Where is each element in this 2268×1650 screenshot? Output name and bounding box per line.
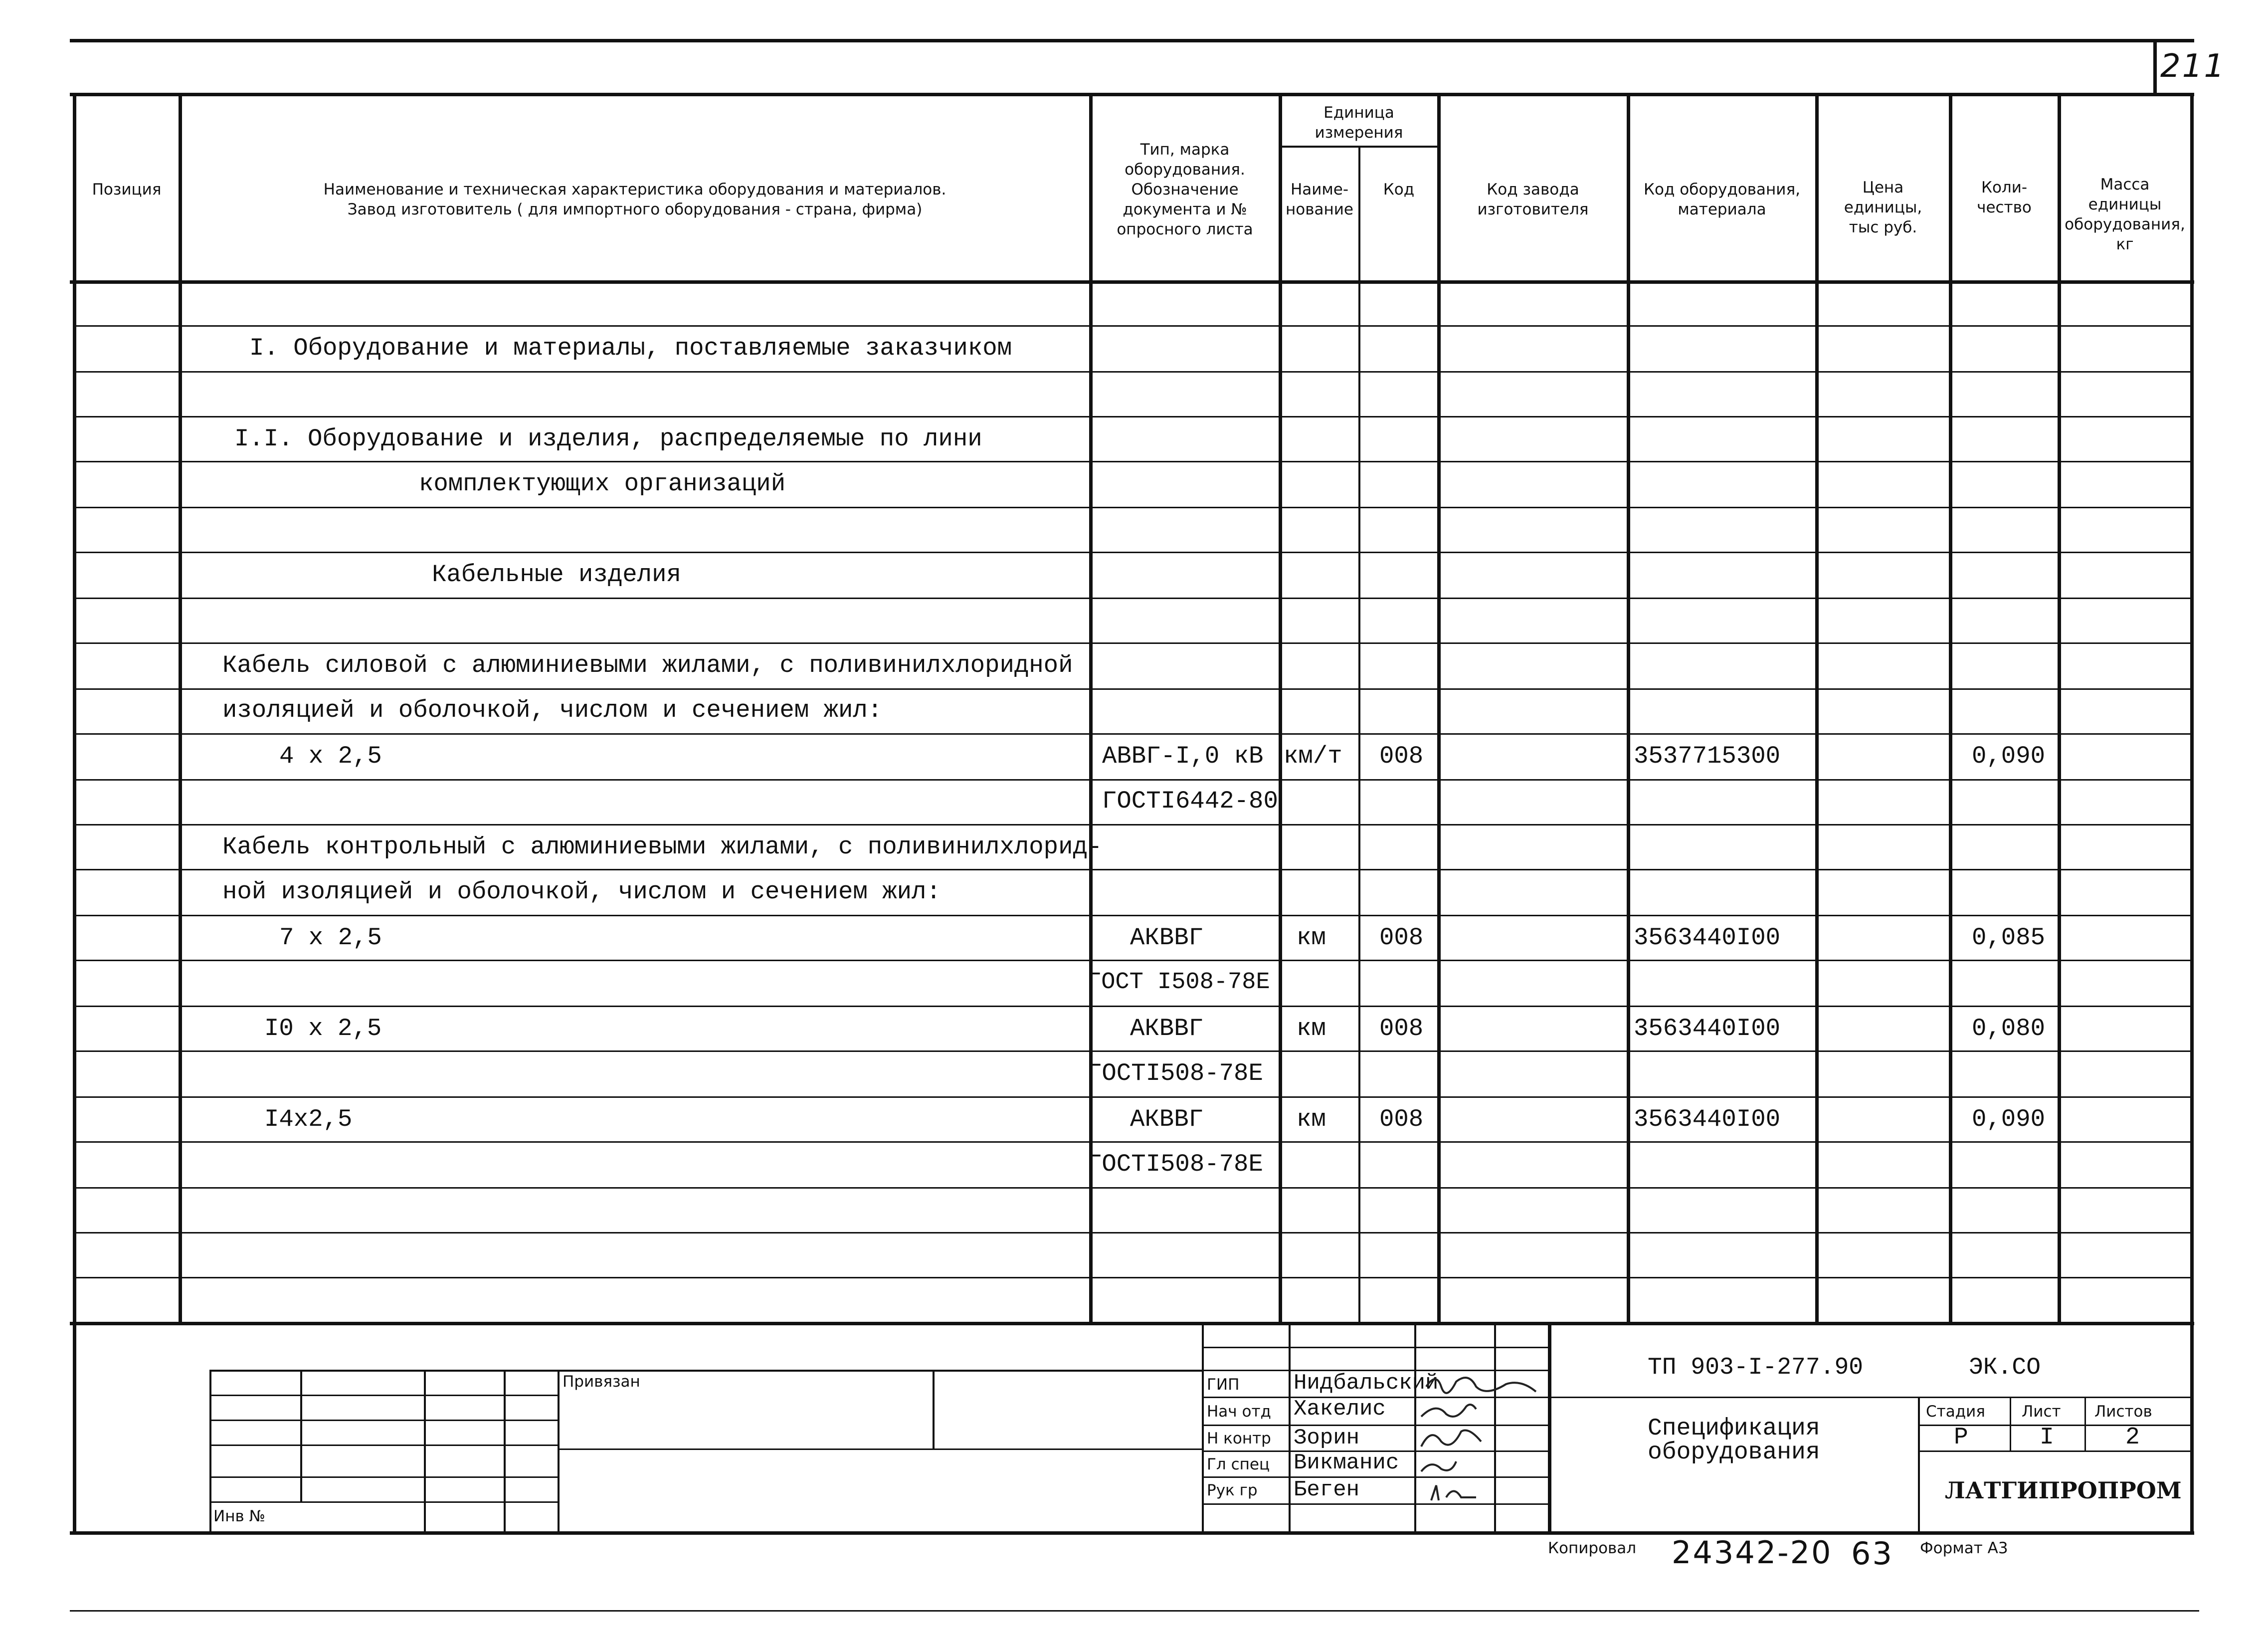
unit-group-divider [1279, 146, 1437, 148]
header-type: Тип, марка оборудования. Обозначение документа и № опросного листа [1117, 141, 1253, 238]
row-equipment-code: 3563440I00 [1634, 1015, 1781, 1042]
row-unit: км [1297, 1015, 1326, 1042]
signatures-graphic [1416, 1367, 1566, 1531]
control-cable-description-cont: ной изоляцией и оболочкой, числом и сечением жил: [222, 878, 941, 906]
header-unit-mass: Масса единицы оборудования, кг [2065, 176, 2185, 253]
row-line [73, 779, 2191, 781]
header-factory-code: Код завода изготовителя [1477, 181, 1589, 218]
sheets-value: 2 [2125, 1424, 2140, 1451]
row-doc: ГОСТ I508-78Е [1087, 969, 1270, 996]
title-area-line [1548, 1397, 2191, 1398]
row-name: 4 х 2,5 [279, 742, 382, 770]
row-line [73, 598, 2191, 599]
approval-grid-line [209, 1501, 559, 1503]
organization-name: ЛАТГИПРОПРОМ [1945, 1477, 2182, 1504]
approval-grid-col [504, 1370, 506, 1532]
role-group-leader: Рук гр [1207, 1481, 1258, 1499]
row-quantity: 0,090 [1972, 742, 2046, 770]
signature-grid-line [1202, 1347, 1548, 1348]
row-type: АВВГ-I,0 кВ [1102, 742, 1264, 770]
header-unit-group: Единица измерения [1315, 104, 1403, 142]
row-line [73, 824, 2191, 825]
row-line [73, 325, 2191, 327]
row-line [73, 642, 2191, 644]
control-cable-description: Кабель контрольный с алюминиевыми жилами, с поливинилхлорид- [222, 833, 1103, 861]
row-line [73, 1277, 2191, 1278]
header-unit-price: Цена единицы, тыс руб. [1844, 179, 1922, 236]
project-code: ТП 903-I-277.90 [1648, 1354, 1864, 1381]
row-line [73, 416, 2191, 417]
section-heading-1-1-cont: комплектующих организаций [419, 470, 786, 498]
approval-grid-col [558, 1370, 560, 1532]
row-name: I4х2,5 [264, 1105, 353, 1133]
stage-value: Р [1954, 1424, 1968, 1451]
row-unit-code: 008 [1379, 1105, 1424, 1133]
approval-grid-col [933, 1370, 935, 1448]
row-line [73, 1141, 2191, 1143]
role-chief-specialist: Гл спец [1207, 1455, 1270, 1473]
row-line [73, 688, 2191, 690]
col-line-name [1089, 93, 1093, 1322]
approval-grid-col [300, 1370, 302, 1501]
col-line-factory-code [1627, 93, 1630, 1322]
header-equipment-code: Код оборудования, материала [1644, 181, 1800, 218]
page-bottom-line [70, 1610, 2199, 1612]
sheet-col [2084, 1397, 2086, 1450]
table-top-border [70, 93, 2194, 96]
row-line [73, 869, 2191, 870]
sheets-label: Листов [2094, 1403, 2152, 1421]
row-line [73, 1006, 2191, 1007]
row-doc: ГОСТI508-78Е [1087, 1150, 1263, 1178]
privyazan-label: Привязан [563, 1373, 640, 1391]
col-line-price [1949, 93, 1952, 1322]
row-unit: км [1297, 1105, 1326, 1133]
frame-top-line [70, 39, 2194, 42]
signature-grid-col [1289, 1322, 1291, 1532]
row-line [73, 1187, 2191, 1189]
col-line-equipment-code [1815, 93, 1819, 1322]
row-quantity: 0,090 [1972, 1105, 2046, 1133]
row-name: I0 х 2,5 [264, 1015, 382, 1042]
row-unit-code: 008 [1379, 924, 1424, 952]
row-doc: ГОСТI508-78Е [1087, 1059, 1263, 1087]
row-unit: км/т [1284, 742, 1342, 770]
row-unit-code: 008 [1379, 1015, 1424, 1042]
name-gip: Нидбальский [1294, 1371, 1439, 1396]
row-line [73, 552, 2191, 553]
copied-label: Копировал [1548, 1539, 1637, 1557]
copy-sheet-number: 63 [1851, 1535, 1893, 1572]
sheet-number-box-line [2153, 39, 2157, 93]
power-cable-description: Кабель силовой с алюминиевыми жилами, с поливинилхлоридной [222, 651, 1073, 679]
col-line-quantity [2058, 93, 2061, 1322]
header-bottom-border [70, 280, 2194, 284]
role-head-department: Нач отд [1207, 1403, 1271, 1421]
subsection-cable-products: Кабельные изделия [432, 561, 681, 589]
row-line [73, 1232, 2191, 1234]
table-bottom-border [70, 1322, 2194, 1325]
header-unit-code: Код [1383, 181, 1415, 199]
inventory-number-label: Инв № [213, 1507, 265, 1525]
name-norm-control: Зорин [1294, 1426, 1360, 1450]
approval-grid-line [558, 1448, 1202, 1450]
sheet-label: Лист [2022, 1403, 2061, 1421]
section-heading-1-1: I.I. Оборудование и изделия, распределяемые по лини [234, 425, 982, 453]
approval-grid-col [424, 1370, 426, 1532]
name-head-department: Хакелис [1294, 1397, 1386, 1422]
title-block-bottom [70, 1531, 2194, 1535]
row-equipment-code: 3537715300 [1634, 742, 1781, 770]
name-group-leader: Беген [1294, 1477, 1360, 1502]
row-line [73, 1096, 2191, 1098]
approval-grid-top [209, 1370, 1202, 1372]
approval-grid-line [209, 1420, 559, 1421]
section-heading-1: I. Оборудование и материалы, поставляемые заказчиком [249, 334, 1012, 362]
row-line [73, 461, 2191, 462]
row-type: АКВВГ [1130, 1015, 1204, 1042]
document-title: Спецификация оборудования [1648, 1415, 1820, 1466]
role-gip: ГИП [1207, 1376, 1240, 1394]
document-code: ЭК.СО [1969, 1354, 2041, 1381]
format-label: Формат А3 [1920, 1539, 2008, 1557]
row-line [73, 960, 2191, 961]
copy-number: 24342-20 [1672, 1534, 1833, 1571]
header-unit-name: Наиме- нование [1286, 181, 1353, 218]
row-unit-code: 008 [1379, 742, 1424, 770]
row-quantity: 0,080 [1972, 1015, 2046, 1042]
row-line [73, 371, 2191, 373]
row-unit: км [1297, 924, 1326, 952]
sheet-value: I [2040, 1424, 2054, 1451]
row-name: 7 х 2,5 [279, 924, 382, 952]
name-chief-specialist: Викманис [1294, 1450, 1399, 1475]
col-line-type [1279, 93, 1282, 1322]
role-norm-control: Н контр [1207, 1430, 1271, 1447]
row-line [73, 733, 2191, 735]
col-line-unit-code [1437, 93, 1441, 1322]
power-cable-description-cont: изоляцией и оболочкой, числом и сечением жил: [222, 696, 883, 724]
row-equipment-code: 3563440I00 [1634, 1105, 1781, 1133]
stage-col [2010, 1397, 2011, 1450]
approval-grid-line [209, 1395, 559, 1396]
approval-grid-line [209, 1444, 559, 1446]
row-type: АКВВГ [1130, 1105, 1204, 1133]
approval-grid-line [209, 1476, 559, 1478]
header-position: Позиция [92, 181, 162, 199]
title-area-col [1918, 1397, 1920, 1532]
col-line-right [2190, 93, 2194, 1534]
sheet-number: 211 [2160, 48, 2226, 85]
header-name: Наименование и техническая характеристика оборудования и материалов. Завод изготовитель ( для импортного оборудования - страна, фирма) [323, 181, 946, 218]
signature-grid-col [1202, 1322, 1204, 1532]
row-line [73, 915, 2191, 916]
header-quantity: Коли- чество [1977, 179, 2032, 216]
row-doc: ГОСТI6442-80 [1102, 787, 1278, 815]
col-line-left [73, 93, 76, 1534]
row-type: АКВВГ [1130, 924, 1204, 952]
row-line [73, 507, 2191, 508]
stage-label: Стадия [1926, 1403, 1985, 1421]
col-line-position [179, 93, 182, 1322]
row-quantity: 0,085 [1972, 924, 2046, 952]
approval-grid-col [209, 1370, 211, 1532]
row-line [73, 1050, 2191, 1052]
row-equipment-code: 3563440I00 [1634, 924, 1781, 952]
